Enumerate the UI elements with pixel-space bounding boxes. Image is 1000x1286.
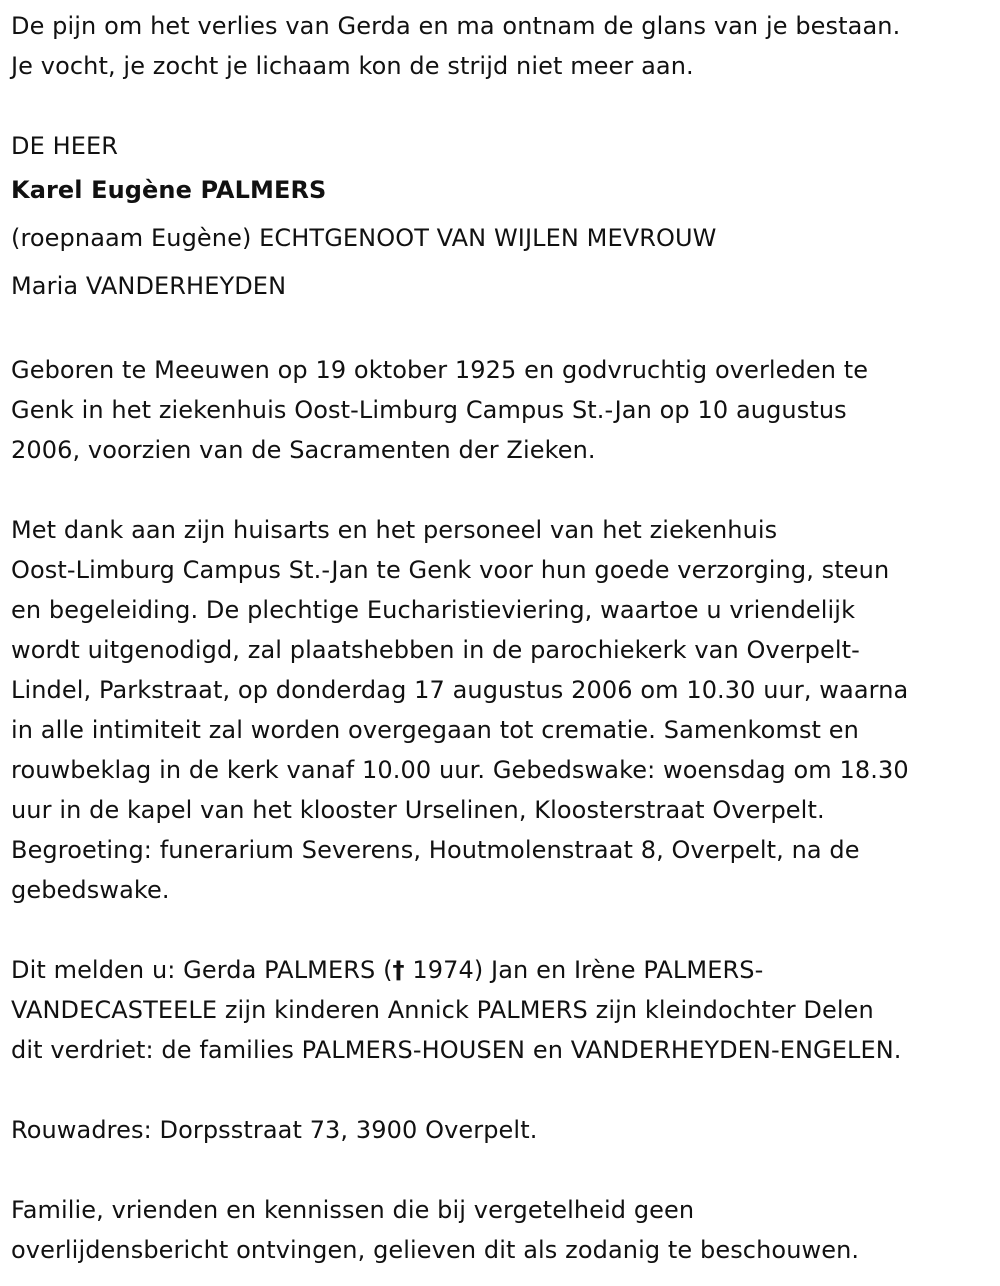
service-paragraph bbox=[11, 510, 1000, 910]
paragraph-line: uur in de kapel van het klooster Urselinen, Kloosterstraat Overpelt. bbox=[11, 796, 825, 824]
paragraph-line: in alle intimiteit zal worden overgegaan tot crematie. Samenkomst en bbox=[11, 716, 859, 744]
family-text: 1974) Jan en Irène PALMERS- bbox=[404, 956, 764, 984]
spouse-name: Maria VANDERHEYDEN bbox=[11, 272, 287, 300]
spacer bbox=[11, 1070, 1000, 1110]
paragraph-line: 2006, voorzien van de Sacramenten der Zieken. bbox=[11, 436, 596, 464]
paragraph-line: en begeleiding. De plechtige Eucharistieviering, waartoe u vriendelijk bbox=[11, 596, 856, 624]
paragraph-line: Oost-Limburg Campus St.-Jan te Genk voor hun goede verzorging, steun bbox=[11, 556, 890, 584]
paragraph-line: Begroeting: funerarium Severens, Houtmolenstraat 8, Overpelt, na de bbox=[11, 836, 860, 864]
poem-line: Je vocht, je zocht je lichaam kon de strijd niet meer aan. bbox=[11, 52, 694, 80]
paragraph-line: Familie, vrienden en kennissen die bij vergetelheid geen bbox=[11, 1196, 695, 1224]
paragraph-line: overlijdensbericht ontvingen, gelieven dit als zodanig te beschouwen. bbox=[11, 1236, 860, 1264]
mourning-address: Rouwadres: Dorpsstraat 73, 3900 Overpelt. bbox=[11, 1116, 538, 1144]
paragraph-line bbox=[11, 950, 1000, 990]
paragraph-line: gebedswake. bbox=[11, 876, 170, 904]
family-text: Dit melden u: Gerda PALMERS ( bbox=[11, 956, 393, 984]
spacer bbox=[11, 86, 1000, 126]
paragraph-line: Genk in het ziekenhuis Oost-Limburg Campus St.-Jan op 10 augustus bbox=[11, 396, 847, 424]
poem-line: De pijn om het verlies van Gerda en ma ontnam de glans van je bestaan. bbox=[11, 12, 901, 40]
address-paragraph bbox=[11, 1110, 1000, 1150]
family-paragraph bbox=[11, 950, 1000, 1070]
closing-paragraph bbox=[11, 1190, 1000, 1270]
deceased-title bbox=[11, 126, 1000, 310]
deceased-name: Karel Eugène PALMERS bbox=[11, 176, 327, 204]
spacer bbox=[11, 310, 1000, 350]
poem bbox=[11, 6, 1000, 86]
paragraph-line: wordt uitgenodigd, zal plaatshebben in de parochiekerk van Overpelt- bbox=[11, 636, 860, 664]
spacer bbox=[11, 470, 1000, 510]
birth-death-paragraph bbox=[11, 350, 1000, 470]
spouse-line: (roepnaam Eugène) ECHTGENOOT VAN WIJLEN MEVROUW bbox=[11, 224, 717, 252]
paragraph-line: Lindel, Parkstraat, op donderdag 17 augustus 2006 om 10.30 uur, waarna bbox=[11, 676, 909, 704]
paragraph-line: Geboren te Meeuwen op 19 oktober 1925 en godvruchtig overleden te bbox=[11, 356, 869, 384]
spacer bbox=[11, 1150, 1000, 1190]
paragraph-line: Met dank aan zijn huisarts en het personeel van het ziekenhuis bbox=[11, 516, 778, 544]
paragraph-line: rouwbeklag in de kerk vanaf 10.00 uur. Gebedswake: woensdag om 18.30 bbox=[11, 756, 909, 784]
spacer bbox=[11, 910, 1000, 950]
honorific: DE HEER bbox=[11, 132, 119, 160]
cross-icon: † bbox=[392, 956, 405, 984]
paragraph-line: dit verdriet: de families PALMERS-HOUSEN en VANDERHEYDEN-ENGELEN. bbox=[11, 1036, 902, 1064]
paragraph-line: VANDECASTEELE zijn kinderen Annick PALMERS zijn kleindochter Delen bbox=[11, 996, 874, 1024]
